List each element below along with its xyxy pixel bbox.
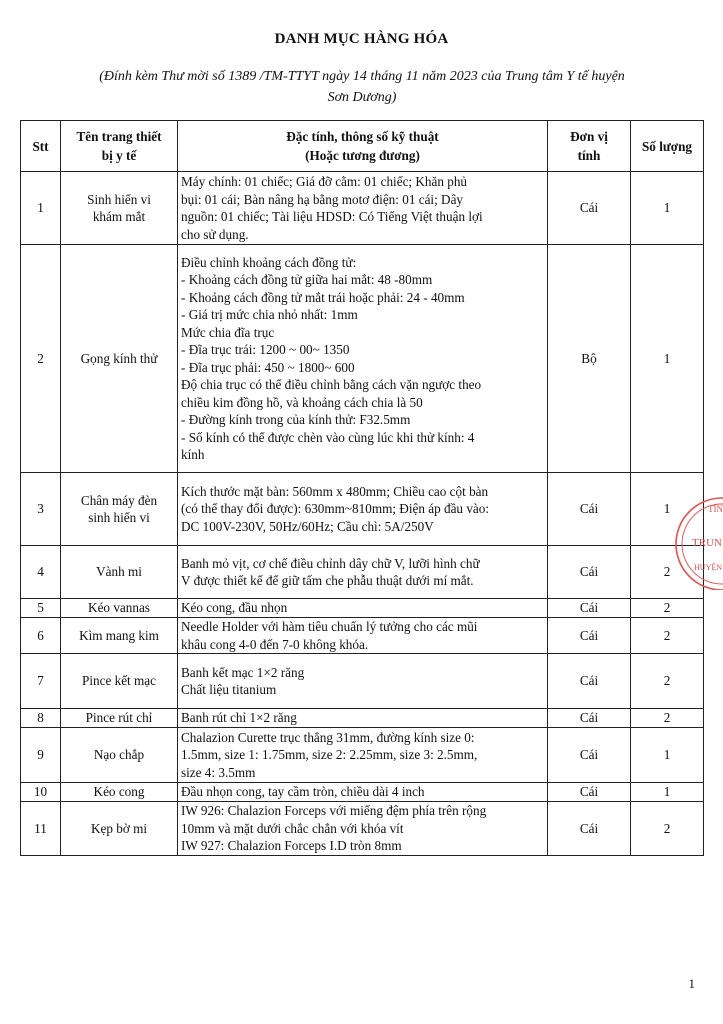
cell-equipment-name: Kéo vannas — [61, 599, 178, 618]
cell-specification: Điều chỉnh khoảng cách đồng tử: - Khoảng cách đồng tử giữa hai mắt: 48 -80mm - Khoảng cách đồng tử mắt trái hoặc phải: 24 - 40mm - Giá trị mức chia nhỏ nhất: 1mm Mức chia đĩa trục - Đĩa trục trái: 1200 ~ 00~ 1350 - Đĩa trục phải: 450 ~ 1800~ 600 Độ chia trục có thể điều chỉnh bằng cách vặn ngược theo chiều kim đồng hồ, và khoảng cách chia là 50 - Đường kính trong của kính thử: F32.5mm - Số kính có thể được chèn vào cùng lúc khi thử kính: 4 kính — [178, 245, 548, 473]
cell-equipment-name: Chân máy đèn sinh hiển vi — [61, 473, 178, 546]
cell-specification: Banh rút chỉ 1×2 răng — [178, 709, 548, 728]
cell-quantity: 2 — [631, 546, 704, 599]
cell-equipment-name: Kéo cong — [61, 783, 178, 802]
header-stt: Stt — [21, 121, 61, 172]
red-seal-stamp — [672, 494, 723, 590]
cell-equipment-name: Sinh hiển vi khám mắt — [61, 172, 178, 245]
table-row — [21, 245, 704, 473]
subtitle-line: (Đính kèm Thư mời số 1389 /TM-TTYT ngày 14 tháng 11 năm 2023 của Trung tâm Y tế huyện — [99, 69, 625, 84]
table-row — [21, 599, 704, 618]
page-title: DANH MỤC HÀNG HÓA — [274, 31, 449, 47]
document-subtitle — [22, 66, 702, 108]
cell-quantity: 1 — [631, 783, 704, 802]
cell-quantity: 2 — [631, 618, 704, 654]
header-quantity: Số lượng — [631, 121, 704, 172]
cell-specification: Máy chính: 01 chiếc; Giá đỡ cằm: 01 chiếc; Khăn phủ bụi: 01 cái; Bàn nâng hạ bằng motơ điện: 01 cái; Dây nguồn: 01 chiếc; Tài liệu HDSD: Có Tiếng Việt thuận lợi cho sử dụng. — [178, 172, 548, 245]
cell-specification: Đầu nhọn cong, tay cầm tròn, chiều dài 4 inch — [178, 783, 548, 802]
header-equipment-name: Tên trang thiết bị y tế — [61, 121, 178, 172]
table-row — [21, 654, 704, 709]
table-row — [21, 709, 704, 728]
cell-stt: 4 — [21, 546, 61, 599]
cell-quantity: 2 — [631, 802, 704, 856]
cell-quantity: 1 — [631, 473, 704, 546]
cell-equipment-name: Nạo chắp — [61, 728, 178, 783]
cell-equipment-name: Vành mi — [61, 546, 178, 599]
cell-equipment-name: Pince rút chỉ — [61, 709, 178, 728]
cell-unit: Cái — [548, 654, 631, 709]
seal-text-bottom: HUYỆN — [694, 563, 722, 572]
cell-unit: Cái — [548, 728, 631, 783]
table-row — [21, 473, 704, 546]
cell-stt: 6 — [21, 618, 61, 654]
cell-quantity: 2 — [631, 599, 704, 618]
cell-unit: Cái — [548, 546, 631, 599]
cell-specification: IW 926: Chalazion Forceps với miếng đệm phía trên rộng 10mm và mặt dưới chắc chắn với khóa vít IW 927: Chalazion Forceps I.D tròn 8mm — [178, 802, 548, 856]
cell-specification: Kích thước mặt bàn: 560mm x 480mm; Chiều cao cột bàn (có thể thay đổi được): 630mm~810mm; Điện áp đầu vào: DC 100V-230V, 50Hz/60Hz; Cầu chì: 5A/250V — [178, 473, 548, 546]
table-row — [21, 546, 704, 599]
table-row — [21, 618, 704, 654]
table-body — [21, 172, 704, 856]
cell-unit: Cái — [548, 599, 631, 618]
cell-equipment-name: Gọng kính thử — [61, 245, 178, 473]
seal-text-top: TÍN — [708, 504, 723, 514]
cell-stt: 7 — [21, 654, 61, 709]
cell-stt: 9 — [21, 728, 61, 783]
page-number: 1 — [688, 976, 695, 991]
cell-unit: Cái — [548, 802, 631, 856]
cell-quantity: 2 — [631, 654, 704, 709]
cell-quantity: 1 — [631, 245, 704, 473]
cell-stt: 5 — [21, 599, 61, 618]
cell-quantity: 1 — [631, 728, 704, 783]
cell-quantity: 2 — [631, 709, 704, 728]
table-row — [21, 728, 704, 783]
table-header-row — [21, 121, 704, 172]
cell-stt: 8 — [21, 709, 61, 728]
cell-specification: Kéo cong, đầu nhọn — [178, 599, 548, 618]
cell-specification: Chalazion Curette trục thẳng 31mm, đường kính size 0: 1.5mm, size 1: 1.75mm, size 2: 2.25mm, size 3: 2.5mm, size 4: 3.5mm — [178, 728, 548, 783]
cell-stt: 10 — [21, 783, 61, 802]
cell-unit: Cái — [548, 473, 631, 546]
cell-specification: Banh kết mạc 1×2 răng Chất liệu titanium — [178, 654, 548, 709]
table-row — [21, 172, 704, 245]
goods-table — [20, 120, 704, 856]
cell-equipment-name: Pince kết mạc — [61, 654, 178, 709]
cell-specification: Needle Holder với hàm tiêu chuẩn lý tưởng cho các mũi khâu cong 4-0 đến 7-0 không khóa. — [178, 618, 548, 654]
cell-stt: 2 — [21, 245, 61, 473]
subtitle-line: Sơn Dương) — [327, 90, 397, 105]
header-unit: Đơn vị tính — [548, 121, 631, 172]
header-specification: Đặc tính, thông số kỹ thuật (Hoặc tương đương) — [178, 121, 548, 172]
cell-specification: Banh mỏ vịt, cơ chế điều chỉnh dây chữ V, lưỡi hình chữ V được thiết kế để giữ tấm che phẫu thuật dưới mí mắt. — [178, 546, 548, 599]
table-row — [21, 802, 704, 856]
cell-unit: Bộ — [548, 245, 631, 473]
cell-unit: Cái — [548, 618, 631, 654]
seal-text-mid: TRUN — [692, 537, 722, 549]
cell-unit: Cái — [548, 709, 631, 728]
cell-equipment-name: Kẹp bờ mi — [61, 802, 178, 856]
cell-stt: 1 — [21, 172, 61, 245]
cell-unit: Cái — [548, 783, 631, 802]
cell-equipment-name: Kìm mang kim — [61, 618, 178, 654]
cell-stt: 3 — [21, 473, 61, 546]
table-row — [21, 783, 704, 802]
cell-quantity: 1 — [631, 172, 704, 245]
cell-stt: 11 — [21, 802, 61, 856]
cell-unit: Cái — [548, 172, 631, 245]
